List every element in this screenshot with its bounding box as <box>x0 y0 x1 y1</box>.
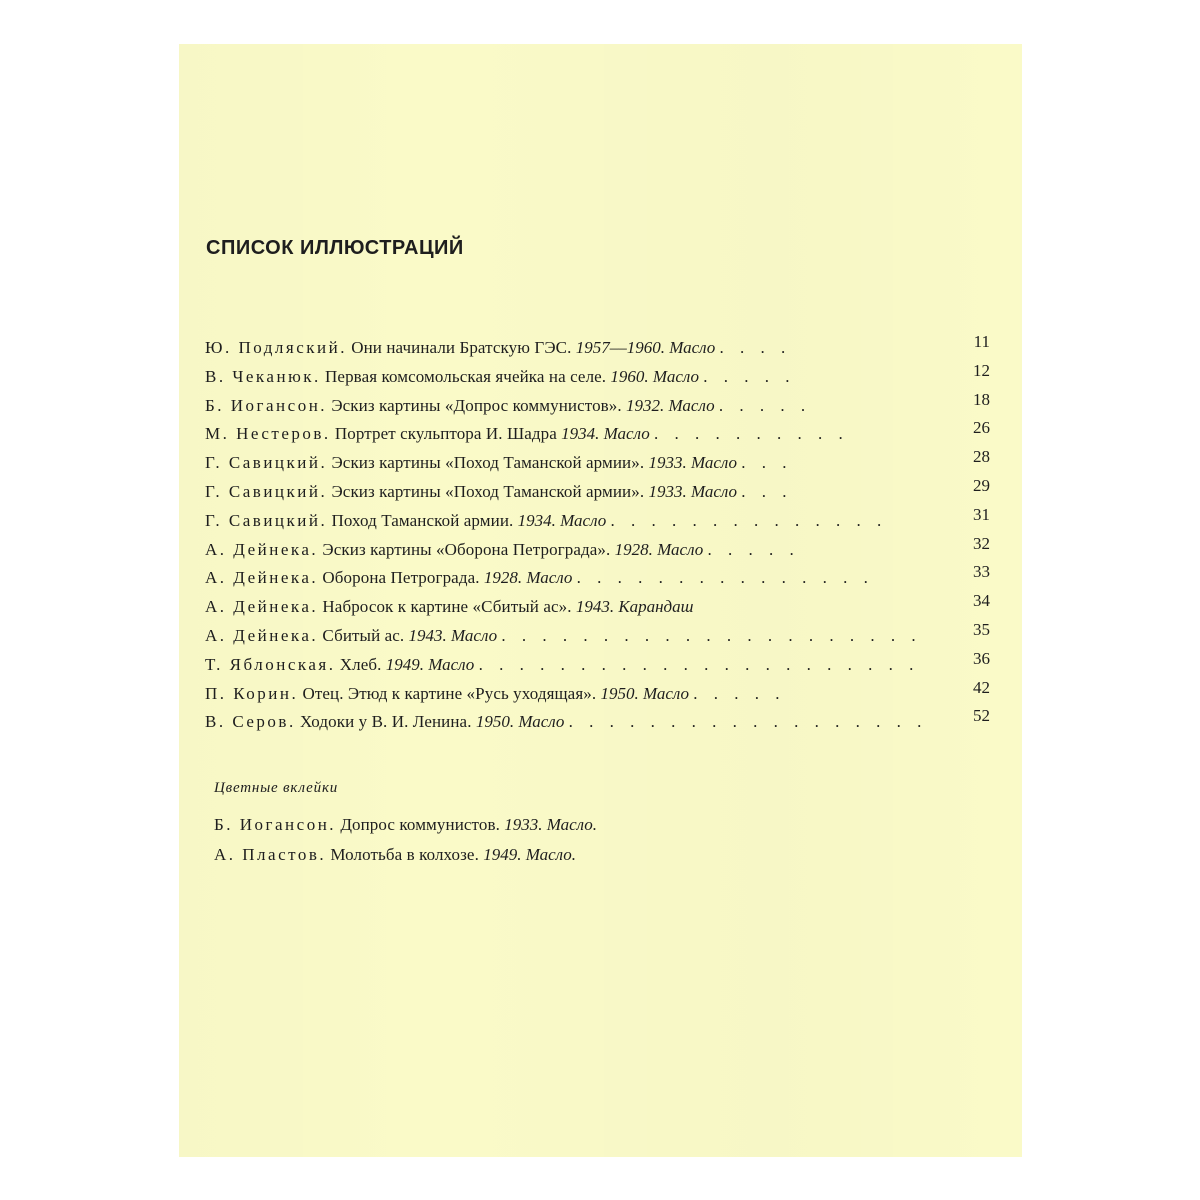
page-heading: СПИСОК ИЛЛЮСТРАЦИЙ <box>206 237 464 259</box>
entry-year: 1928. <box>614 539 653 559</box>
entry-medium: Масло. <box>525 845 577 864</box>
entry-text <box>205 363 796 391</box>
entry-year: 1934. <box>561 424 600 444</box>
entry-medium: Карандаш <box>618 597 694 617</box>
entry-author: М. Нестеров. <box>205 424 331 444</box>
illustration-entry <box>205 648 995 680</box>
illustration-entry <box>205 449 995 478</box>
entry-title: Допрос коммунистов. <box>340 815 500 834</box>
color-insert-entry <box>214 810 597 840</box>
entry-title: Эскиз картины «Допрос коммунистов». <box>331 395 622 415</box>
entry-page-number: 12 <box>973 360 990 380</box>
dot-leader: . . . <box>741 453 793 473</box>
entry-title: Эскиз картины «Оборона Петрограда». <box>322 539 611 559</box>
entry-title: Эскиз картины «Поход Таманской армии». <box>331 481 645 501</box>
entry-text <box>205 334 791 362</box>
illustration-entry <box>205 420 995 449</box>
entry-page-number: 11 <box>973 332 990 351</box>
entry-author: Б. Иогансон. <box>214 815 337 834</box>
entry-text <box>205 622 922 650</box>
entry-page-number: 28 <box>973 447 990 467</box>
dot-leader: . . . . . . . . . . <box>653 424 849 444</box>
entry-page-number: 33 <box>973 562 990 582</box>
entry-author: Ю. Подляский. <box>205 338 347 357</box>
entry-medium: Масло <box>669 338 716 357</box>
entry-page-number: 42 <box>973 677 990 697</box>
entry-title: Первая комсомольская ячейка на селе. <box>325 366 607 386</box>
entry-medium: Масло <box>668 395 715 415</box>
entry-text <box>205 680 786 708</box>
entry-medium: Масло <box>690 481 738 501</box>
entry-title: Они начинали Братскую ГЭС. <box>351 338 572 357</box>
entry-medium: Масло <box>428 654 475 674</box>
entry-page-number: 18 <box>973 389 990 409</box>
dot-leader: . . . . . . . . . . . . . . . . . . . . . <box>501 625 922 645</box>
entry-medium: Масло <box>657 539 704 559</box>
entry-title: Хлеб. <box>339 654 382 674</box>
color-inserts-list <box>214 810 597 870</box>
entry-author: П. Корин. <box>205 683 299 703</box>
illustration-entry <box>205 564 995 593</box>
entry-page-number: 29 <box>973 475 990 495</box>
dot-leader: . . . . . . . . . . . . . . . <box>576 568 874 588</box>
entry-year: 1943. <box>575 597 615 617</box>
entry-title: Ходоки у В. И. Ленина. <box>299 712 472 732</box>
entry-author: А. Дейнека. <box>205 597 319 617</box>
illustration-entry <box>205 334 995 363</box>
illustration-entry <box>205 475 995 507</box>
dot-leader: . . . . . . . . . . . . . . . . . . . . . . <box>478 654 920 674</box>
entry-medium: Масло <box>518 712 565 732</box>
dot-leader: . . . . . <box>703 366 796 386</box>
entry-year: 1960. <box>610 366 649 386</box>
dot-leader: . . . . . <box>718 395 812 415</box>
entry-title: Отец. Этюд к картине «Русь уходящая». <box>302 683 597 703</box>
entry-page-number: 26 <box>973 418 990 438</box>
entry-author: А. Дейнека. <box>205 539 319 559</box>
illustration-entry <box>205 708 995 737</box>
entry-page-number: 52 <box>973 706 990 726</box>
entry-medium: Масло <box>526 568 573 588</box>
entry-medium: Масло <box>560 510 607 530</box>
entry-text <box>205 392 811 420</box>
dot-leader: . . . <box>741 481 793 501</box>
entry-text <box>205 651 919 679</box>
entry-title: Портрет скульптора И. Шадра <box>334 424 557 444</box>
entry-page-number: 32 <box>973 533 990 553</box>
entry-medium: Масло <box>652 366 699 386</box>
dot-leader: . . . . . . . . . . . . . . . . . . <box>568 712 928 732</box>
entry-title: Молотьба в колхозе. <box>330 845 479 864</box>
entry-text <box>205 449 793 477</box>
entry-year: 1933. <box>504 815 543 834</box>
entry-author: А. Дейнека. <box>205 625 319 645</box>
entry-year: 1943. <box>408 625 447 645</box>
entry-year: 1934. <box>517 510 556 530</box>
entry-medium: Масло <box>451 625 498 645</box>
entry-medium: Масло <box>642 683 690 703</box>
dot-leader: . . . . . <box>693 683 786 703</box>
entry-text <box>205 507 887 535</box>
entry-title: Набросок к картине «Сбитый ас». <box>322 597 572 617</box>
entry-author: В. Серов. <box>205 712 296 732</box>
entry-title: Эскиз картины «Поход Таманской армии». <box>331 453 645 473</box>
entry-author: В. Чеканюк. <box>205 366 321 386</box>
entry-year: 1957––1960. <box>575 338 665 357</box>
entry-author: Г. Савицкий. <box>205 453 328 473</box>
illustration-entry <box>205 360 995 392</box>
entry-medium: Масло. <box>546 815 598 834</box>
entry-title: Сбитый ас. <box>322 625 405 645</box>
entry-year: 1949. <box>483 845 522 864</box>
entry-year: 1933. <box>648 453 687 473</box>
entry-author: Г. Савицкий. <box>205 510 328 530</box>
illustration-list <box>205 334 995 737</box>
entry-text <box>205 564 874 592</box>
book-page <box>179 44 1022 1157</box>
entry-author: Б. Иогансон. <box>205 395 328 415</box>
entry-page-number: 34 <box>973 591 990 611</box>
entry-text <box>205 536 800 564</box>
entry-year: 1928. <box>483 568 523 588</box>
entry-page-number: 31 <box>973 504 990 524</box>
entry-year: 1950. <box>600 683 639 703</box>
illustration-entry <box>205 533 995 565</box>
entry-title: Поход Таманской армии. <box>331 510 514 530</box>
entry-medium: Масло <box>690 453 738 473</box>
entry-medium: Масло <box>603 424 650 444</box>
illustration-entry <box>205 504 995 536</box>
entry-author: Г. Савицкий. <box>205 481 328 501</box>
dot-leader: . . . . . . . . . . . . . . <box>610 510 888 530</box>
entry-author: Т. Яблонская. <box>205 654 336 674</box>
illustration-entry <box>205 619 995 651</box>
entry-text <box>205 593 693 621</box>
entry-text <box>205 420 849 448</box>
dot-leader: . . . . <box>719 338 792 357</box>
entry-year: 1932. <box>626 395 665 415</box>
entry-year: 1950. <box>475 712 515 732</box>
entry-text <box>205 478 793 506</box>
entry-text <box>205 708 927 736</box>
dot-leader: . . . . . <box>707 539 800 559</box>
entry-page-number: 35 <box>973 619 990 639</box>
entry-page-number: 36 <box>973 648 990 668</box>
color-insert-entry <box>214 840 597 870</box>
illustration-entry <box>205 677 995 709</box>
illustration-entry <box>205 389 995 421</box>
entry-author: А. Дейнека. <box>205 568 319 588</box>
entry-title: Оборона Петрограда. <box>322 568 480 588</box>
entry-author: А. Пластов. <box>214 845 327 864</box>
color-inserts-heading: Цветные вклейки <box>214 780 339 796</box>
entry-year: 1949. <box>385 654 424 674</box>
entry-year: 1933. <box>648 481 687 501</box>
illustration-entry <box>205 593 995 622</box>
